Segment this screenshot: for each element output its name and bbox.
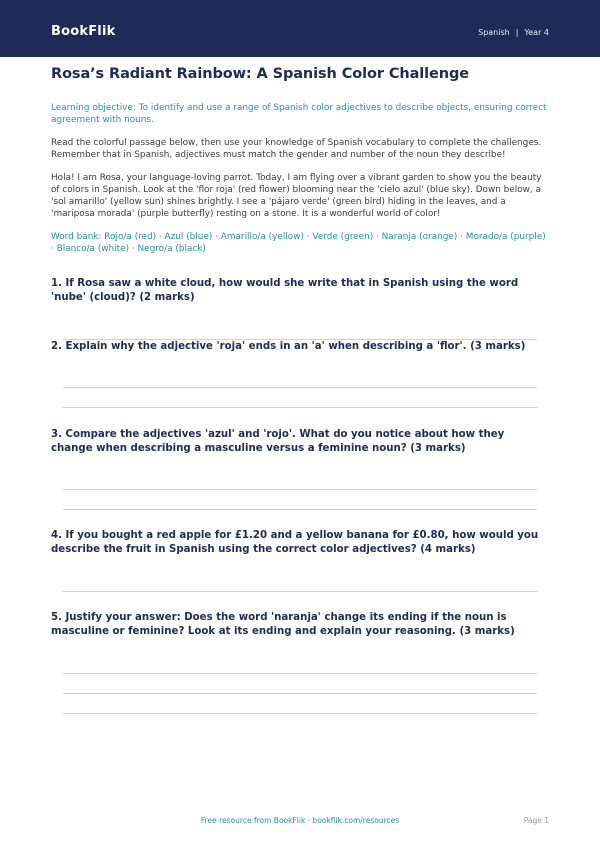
reading-passage: Hola! I am Rosa, your language-loving parrot. Today, I am flying over a vibrant garden to show you the beauty of colors in Spanish. Look at the 'flor roja' (red flower) blooming near the 'cielo azul' (blue sky). Down below, a 'sol amarillo' (yellow sun) shines brightly. I see a 'pájaro verde' (green bird) hiding in the leaves, and a 'mariposa morada' (purple butterfly) resting on a stone. It is a wonderful world of color! <box>51 173 542 219</box>
year-label: Year 4 <box>524 28 549 37</box>
footer-credit: Free resource from BookFlik · bookflik.com/resources <box>200 816 400 825</box>
separator: | <box>515 28 519 37</box>
page-title: Rosa’s Radiant Rainbow: A Spanish Color Challenge <box>51 66 470 82</box>
question-3: 3. Compare the adjectives 'azul' and 'rojo'. What do you notice about how they change when describing a masculine versus a feminine noun? (3 marks) <box>51 429 505 454</box>
header-bar <box>0 0 600 57</box>
instructions: Read the colorful passage below, then use your knowledge of Spanish vocabulary to complete the challenges. Remember that in Spanish, adjectives must match the gender and number of the noun they describe! <box>51 138 542 160</box>
brand-logo: BookFlik <box>51 24 116 39</box>
answer-line[interactable] <box>63 489 537 490</box>
answer-line[interactable] <box>63 673 537 674</box>
page-number: Page 1 <box>523 816 549 825</box>
answer-line[interactable] <box>63 407 537 408</box>
question-1: 1. If Rosa saw a white cloud, how would she write that in Spanish using the word 'nube' (cloud)? (2 marks) <box>51 278 519 303</box>
subject-label: Spanish <box>478 28 510 37</box>
answer-line[interactable] <box>63 713 537 714</box>
question-4: 4. If you bought a red apple for £1.20 and a yellow banana for £0.80, how would you describe the fruit in Spanish using the correct color adjectives? (4 marks) <box>51 530 539 555</box>
subject-year-label <box>478 28 549 37</box>
word-bank: Word bank: Rojo/a (red) · Azul (blue) · Amarillo/a (yellow) · Verde (green) · Naranja (orange) · Morado/a (purple) · Blanco/a (white) · Negro/a (black) <box>51 232 546 254</box>
answer-line[interactable] <box>63 693 537 694</box>
answer-line[interactable] <box>63 387 537 388</box>
question-2: 2. Explain why the adjective 'roja' ends in an 'a' when describing a 'flor'. (3 marks) <box>51 341 526 352</box>
question-5: 5. Justify your answer: Does the word 'naranja' change its ending if the noun is masculine or feminine? Look at its ending and explain your reasoning. (3 marks) <box>51 612 515 637</box>
answer-line[interactable] <box>63 591 537 592</box>
learning-objective: Learning objective: To identify and use a range of Spanish color adjectives to describe objects, ensuring correct agreement with nouns. <box>51 103 547 125</box>
worksheet-intro <box>51 66 549 255</box>
answer-line[interactable] <box>63 509 537 510</box>
